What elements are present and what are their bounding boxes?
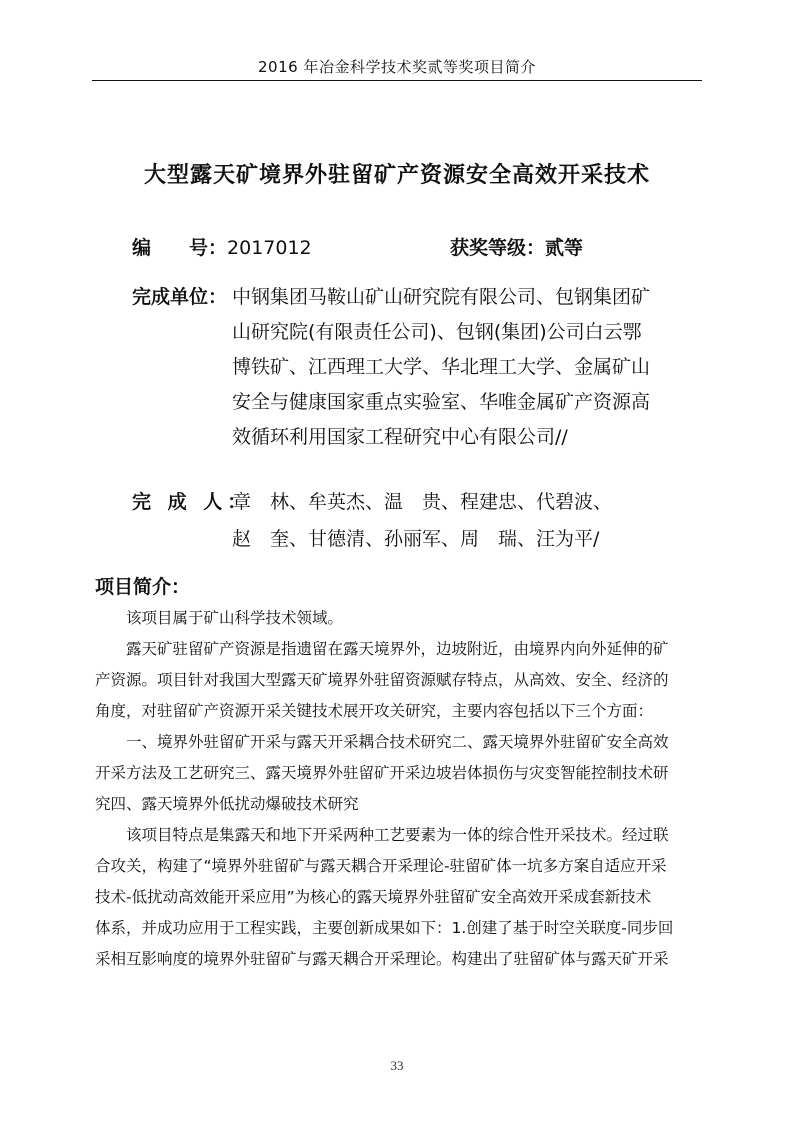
number-value: 2017012 bbox=[227, 237, 312, 259]
document-title: 大型露天矿境界外驻留矿产资源安全高效开采技术 bbox=[143, 163, 650, 188]
body-line: 角度，对驻留矿产资源开采关键技术展开攻关研究，主要内容包括以下三个方面： bbox=[95, 702, 654, 720]
people-list bbox=[232, 484, 682, 558]
body-line: 合攻关，构建了“境界外驻留矿与露天耦合开采理论-驻留矿体一坑多方案自适应开采 bbox=[95, 857, 667, 875]
body-line: 技术-低扰动高效能开采应用”为核心的露天境界外驻留矿安全高效开采成套新技术 bbox=[95, 888, 652, 906]
body-line: 该项目属于矿山科学技术领域。 bbox=[126, 609, 344, 627]
unit-line: 山研究院(有限责任公司)、包钢(集团)公司白云鄂 bbox=[232, 321, 642, 343]
body-line: 采相互影响度的境界外驻留矿与露天耦合开采理论。构建出了驻留矿体与露天矿开采 bbox=[95, 950, 669, 968]
intro-body bbox=[95, 603, 695, 975]
people-line: 章 林、牟英杰、温 贵、程建忠、代碧波、 bbox=[232, 491, 613, 513]
body-line: 体系，并成功应用于工程实践，主要创新成果如下：1.创建了基于时空关联度-同步回 bbox=[95, 919, 674, 937]
running-header: 2016 年冶金科学技术奖贰等奖项目简介 bbox=[258, 58, 536, 76]
unit-line: 博铁矿、江西理工大学、华北理工大学、金属矿山 bbox=[232, 356, 651, 378]
body-line: 开采方法及工艺研究三、露天境界外驻留矿开采边坡岩体损伤与灾变智能控制技术研 bbox=[95, 764, 669, 782]
body-line: 一、境界外驻留矿开采与露天开采耦合技术研究二、露天境界外驻留矿安全高效 bbox=[126, 733, 669, 751]
intro-heading: 项目简介： bbox=[95, 576, 191, 598]
body-line: 究四、露天境界外低扰动爆破技术研究 bbox=[95, 795, 359, 813]
unit-line: 中钢集团马鞍山矿山研究院有限公司、包钢集团矿 bbox=[232, 286, 651, 308]
body-line: 该项目特点是集露天和地下开采两种工艺要素为一体的综合性开采技术。经过联 bbox=[126, 826, 669, 844]
people-label: 完 成 人： bbox=[132, 491, 252, 513]
people-line: 赵 奎、甘德清、孙丽军、周 瑞、汪为平/ bbox=[232, 528, 600, 550]
meta-row bbox=[132, 233, 692, 260]
unit-list bbox=[232, 280, 682, 455]
body-line: 产资源。项目针对我国大型露天矿境界外驻留资源赋存特点，从高效、安全、经济的 bbox=[95, 671, 669, 689]
award-group bbox=[450, 233, 583, 260]
award-value: 贰等 bbox=[545, 237, 584, 259]
body-line: 露天矿驻留矿产资源是指遗留在露天境界外，边坡附近，由境界内向外延伸的矿 bbox=[126, 640, 669, 658]
header-rule bbox=[92, 80, 702, 81]
page-number: 33 bbox=[390, 1058, 404, 1073]
unit-label: 完成单位： bbox=[132, 286, 228, 308]
unit-line: 安全与健康国家重点实验室、华唯金属矿产资源高 bbox=[232, 391, 651, 413]
unit-line: 效循环利用国家工程研究中心有限公司// bbox=[232, 426, 568, 448]
number-label: 编 号： bbox=[132, 237, 228, 259]
award-label: 获奖等级： bbox=[450, 237, 546, 259]
